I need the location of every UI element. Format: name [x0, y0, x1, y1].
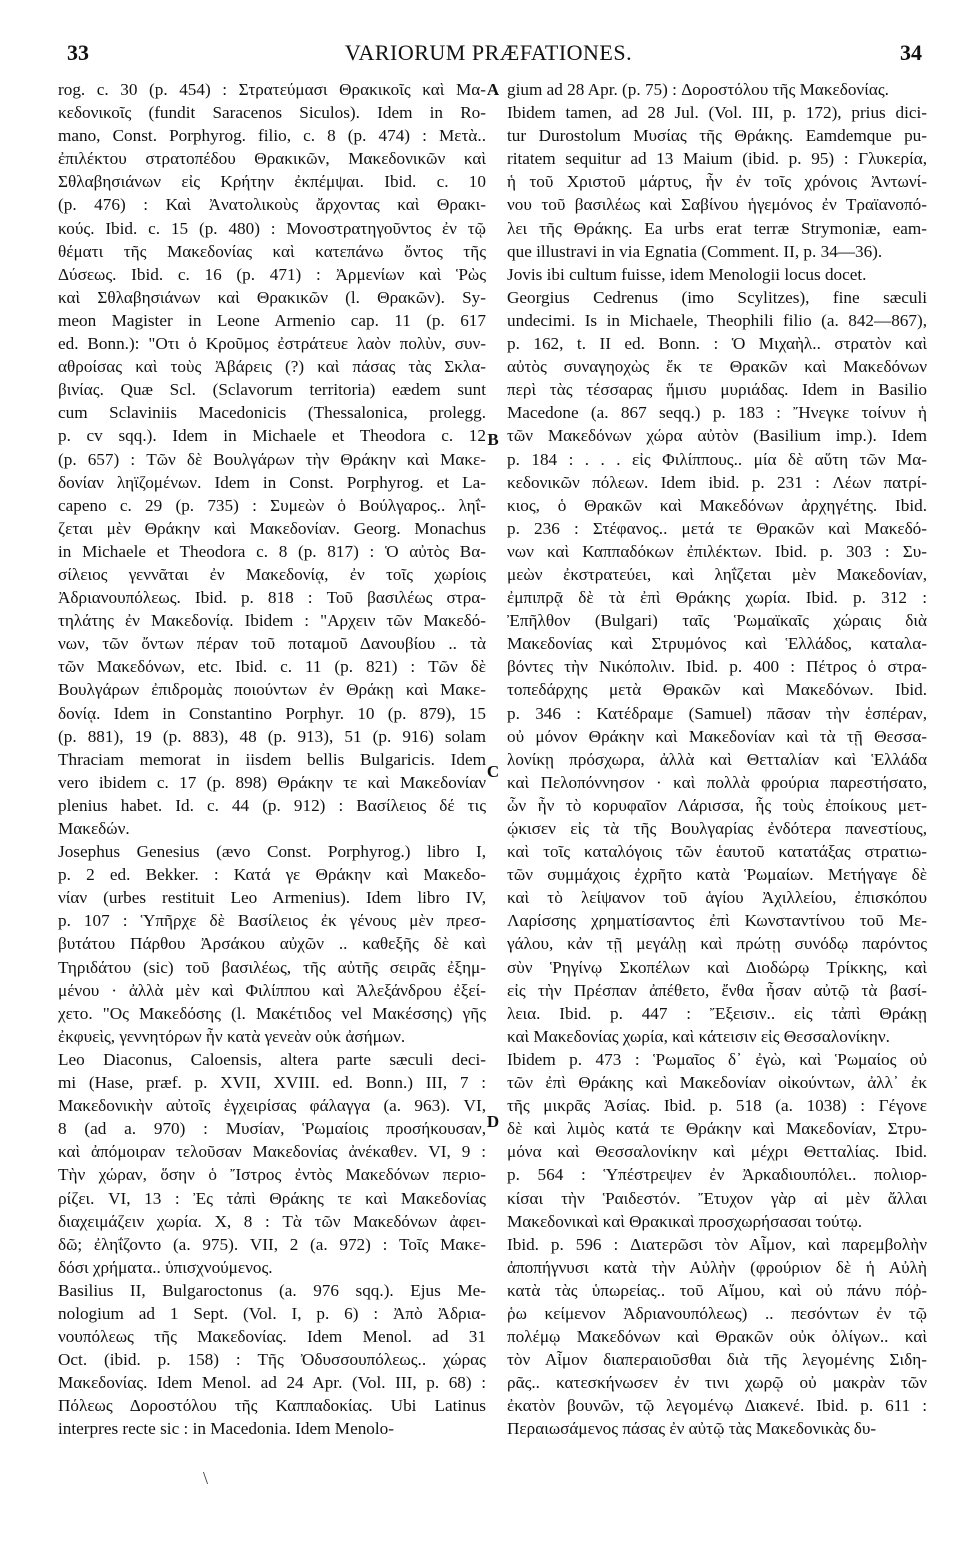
- text-line: p. 162, t. II ed. Bonn. : Ὁ Μιχαὴλ.. στρατὸν καὶ: [507, 334, 927, 354]
- text-line: Macedone (a. 867 seqq.) p. 183 : Ἤνεγκε τοίνυν ἡ: [507, 403, 927, 423]
- text-line: (p. 476) : Καὶ Ἀνατολικοὺς ἄρχοντας καὶ Θρακι-: [58, 195, 486, 215]
- text-line: p. 236 : Στέφανος.. μετά τε Θρακῶν καὶ Μακεδό-: [507, 518, 927, 538]
- text-line: καὶ ἀπόμοιραν τελοῦσαν Μακεδονίας ἀνέκαθεν. VI, 9 :: [58, 1142, 486, 1162]
- text-line: ζεται μὲν Θράκην καὶ Μακεδονίαν. Georg. Monachus: [58, 518, 486, 538]
- text-line: νων καὶ Καππαδόκων ἐπιλέκτων. Ibid. p. 303 : Συ-: [507, 541, 927, 561]
- text-line: ῴκισεν εἰς τὰ τῆς Βουλγαρίας ἐνδότερα πανεστίους,: [507, 819, 927, 838]
- page-number-left: 33: [67, 40, 89, 65]
- text-line: καὶ τὸ λείψανον τοῦ ἁγίου Ἀχιλλείου, ἐπισκόπου: [507, 888, 927, 908]
- text-line: (p. 657) : Τῶν δὲ Βουλγάρων τὴν Θράκην καὶ Μακε-: [58, 449, 486, 469]
- text-line: νου τοῦ βασιλέως καὶ Σαβίνου ἡγεμόνος ἐν Τραϊανοπό-: [507, 195, 927, 215]
- text-line: tur Durostolum Μυσίας τῆς Θράκης. Eamdemque pu-: [507, 126, 927, 146]
- text-line: Oct. (ibid. p. 158) : Τῆς Ὀδυσσουπόλεως.. χώρας: [58, 1350, 486, 1370]
- text-line: p. 564 : Ὑπέστρεψεν ἐν Ἀρκαδιουπόλει.. πολιορ-: [507, 1165, 927, 1185]
- text-line: εἰς τὴν Πρέσπαν ἀπέθετο, ἔνθα ἦσαν αὐτῷ τὰ βασί-: [507, 980, 927, 1000]
- text-line: Ἀδριανουπόλεως. Ibid. p. 818 : Τοῦ βασιλέως στρα-: [58, 588, 486, 608]
- text-line: λει τῆς Θράκης. Ea urbs erat terræ Strymoniæ, eam-: [507, 218, 927, 238]
- left-column: [58, 78, 486, 1441]
- text-line: Ibid. p. 596 : Διατερῶσι τὸν Αἶμον, καὶ παρεμβολὴν: [507, 1234, 927, 1254]
- text-line: Δύσεως. Ibid. c. 16 (p. 471) : Ἀρμενίων καὶ Ῥὼς: [58, 264, 486, 284]
- text-line: βόντες τὴν Νικόπολιν. Ibid. p. 400 : Πέτρος ὁ στρα-: [507, 657, 927, 677]
- section-marker-a: A: [486, 80, 500, 99]
- text-line: gium ad 28 Apr. (p. 75) : Δοροστόλου τῆς Μακεδονίας.: [507, 80, 889, 99]
- text-line: mano, Const. Porphyrog. filio, c. 8 (p. 474) : Μετὰ..: [58, 126, 486, 146]
- text-line: Ibidem p. 473 : Ῥωμαῖος δ᾽ ἐγὼ, καὶ Ῥωμαίος οὐ: [507, 1049, 927, 1069]
- text-line: δῶ; ἐληΐζοντο (a. 975). VII, 2 (a. 972) : Τοῖς Μακε-: [58, 1234, 486, 1254]
- text-line: δὲ καὶ λιμὸς κατά τε Θράκην καὶ Μακεδονίαν, Στρυ-: [507, 1119, 927, 1139]
- text-line: ἐπιλέκτου στρατοπέδου Θρακικῶν, Μακεδονικῶν καὶ: [58, 149, 486, 169]
- text-line: Λαρίσσης χρηματίσαντος ἐπὶ Κωνσταντίνου τοῦ Με-: [507, 911, 927, 931]
- text-line: δονίαν ληϊζομένων. Idem in Const. Porphyrog. et La-: [58, 472, 486, 492]
- text-line: κεδονικοῖς (fundit Saracenos Siculos). Idem in Ro-: [58, 103, 486, 123]
- text-line: rog. c. 30 (p. 454) : Στρατεύμασι Θρακικοῖς καὶ Μα-: [58, 80, 486, 99]
- text-line: κιος, ὁ Θρακῶν καὶ Μακεδόνων ἀρχηγέτης. Ibid.: [507, 495, 927, 515]
- text-line: p. cv sqq.). Idem in Michaele et Theodora c. 12: [58, 426, 486, 446]
- text-line: Περαιωσάμενος πάσας ἐν αὐτῷ τὰς Μακεδονικὰς δυ-: [507, 1419, 877, 1439]
- text-line: καὶ Μακεδονίας χωρία, καὶ κάτεισιν εἰς Θεσσαλονίκην.: [507, 1026, 890, 1046]
- text-line: mi (Hase, præf. p. XVII, XVIII. ed. Bonn.) III, 7 :: [58, 1073, 486, 1093]
- text-line: ἐμπιπρᾷ δὲ τὰ ἐπὶ Θράκης χωρία. Ibid. p. 312 :: [507, 588, 927, 608]
- text-line: ἐκατὸν βουνῶν, τῷ λεγομένῳ Διακενέ. Ibid. p. 611 :: [507, 1396, 927, 1416]
- text-line: τῶν ἐπὶ Θράκης καὶ Μακεδονίαν οἰκούντων, ἀλλ᾽ ἐκ: [507, 1073, 927, 1093]
- text-line: δόσι χρήματα.. ὑπισχνούμενος.: [58, 1257, 273, 1277]
- text-line: in Michaele et Theodora c. 8 (p. 817) : Ὁ αὐτὸς Βα-: [58, 541, 486, 561]
- text-line: κεδονικῶν πόλεων. Idem ibid. p. 231 : Λέων πατρί-: [507, 472, 927, 492]
- text-line: πολέμῳ Μακεδόνων καὶ Θρακῶν οὐκ ὀλίγων.. καὶ: [507, 1327, 927, 1347]
- text-line: p. 107 : Ὑπῆρχε δὲ Βασίλειος ἐκ γένους μὲν πρεσ-: [58, 911, 486, 931]
- text-line: ἡ τοῦ Χριστοῦ μάρτυς, ἦν ἐν τοῖς χρόνοις Ἀντωνί-: [507, 172, 927, 192]
- text-line: δονίᾳ. Idem in Constantino Porphyr. 10 (p. 879), 15: [58, 703, 486, 723]
- text-line: 8 (ad a. 970) : Μυσίαν, Ῥωμαίοις προσήκουσαν,: [58, 1119, 486, 1139]
- text-line: (p. 881), 19 (p. 883), 48 (p. 913), 51 (p. 916) solam: [58, 726, 486, 746]
- running-title: VARIORUM PRÆFATIONES.: [344, 40, 633, 65]
- text-line: ἀποπήγνυσι κατὰ τὴν Αὐλὴν (φρούριον δὲ ἡ Αὐλὴ: [507, 1257, 927, 1277]
- text-line: que illustravi in via Egnatia (Comment. II, p. 34—36).: [507, 241, 883, 261]
- text-line: ῥω κείμενον Ἀδριανουπόλεως) .. πεσόντων ἐν τῷ: [507, 1303, 927, 1323]
- text-line: Thraciam memorat in iisdem bellis Bulgaricis. Idem: [58, 749, 486, 769]
- text-line: καὶ Σθλαβησιάνων καὶ Θρακικῶν (l. Θρακῶν). Sy-: [58, 287, 486, 307]
- text-line: Μακεδών.: [58, 819, 130, 838]
- text-line: p. 184 : . . . εἰς Φιλίππους.. μία δὲ αὕτη τῶν Μα-: [507, 449, 927, 469]
- stray-mark: \: [203, 1468, 209, 1488]
- text-line: διαχειμάζειν χωρία. X, 8 : Τὰ τῶν Μακεδόνων ἀφει-: [58, 1211, 486, 1231]
- text-line: σίλειος γεννᾶται ἐν Μακεδονίᾳ, ἐν τοῖς χωρίοις: [58, 564, 486, 584]
- text-line: Βουλγάρων ἐπιδρομὰς ποιούντων ἐν Θράκῃ καὶ Μακε-: [58, 680, 486, 700]
- text-line: Josephus Genesius (ævo Const. Porphyrog.) libro I,: [58, 842, 486, 862]
- text-line: ed. Bonn.): "Οτι ὁ Κροῦμος ἐστράτευε λαὸν πολὺν, συν-: [58, 334, 486, 354]
- section-marker-d: D: [486, 1112, 500, 1131]
- text-line: ρᾶς.. κατεσκήνωσεν ἐν τινι χωρῷ οὐ μακρὰν τῶν: [507, 1373, 927, 1393]
- text-line: οὐ μόνον Θράκην καὶ Μακεδονίαν καὶ τὰ τῇ Θεσσα-: [507, 726, 927, 746]
- text-line: Μακεδονίας. Idem Menol. ad 24 Apr. (Vol. III, p. 68) :: [58, 1373, 486, 1393]
- text-line: nologium ad 1 Sept. (Vol. I, p. 6) : Ἀπὸ Ἀδρια-: [58, 1303, 486, 1323]
- text-line: καὶ τοῖς καταλόγοις τῶν ἑαυτοῦ κατατάξας στρατιω-: [507, 842, 927, 862]
- page-header: [55, 40, 922, 70]
- text-line: λονίκῃ πρόσχωρα, ἀλλὰ καὶ Θετταλίαν καὶ Ἑλλάδα: [507, 749, 927, 769]
- text-line: Τὴν χώραν, ὅσην ὁ Ἴστρος ἐντὸς Μακεδόνων περιο-: [58, 1165, 486, 1185]
- text-line: βινίας. Quæ Scl. (Sclavorum territoria) eædem sunt: [58, 380, 486, 400]
- text-line: χετο. "Ος Μακεδόσης (l. Μακέτιδος vel Μακέσσης) γῆς: [58, 1003, 486, 1023]
- text-line: τῆς μικρᾶς Ἀσίας. Ibid. p. 518 (a. 1038) : Γέγονε: [507, 1096, 927, 1116]
- text-line: τοπεδάρχης μετὰ Θρακῶν καὶ Μακεδόνων. Ibid.: [507, 680, 927, 700]
- text-line: τῶν Μακεδόνων χώρα αὐτὸν (Basilium imp.). Idem: [507, 426, 927, 446]
- text-line: vero ibidem c. 17 (p. 898) Θράκην τε καὶ Μακεδονίαν: [58, 772, 486, 792]
- text-line: undecimi. Is in Michaele, Theophili filio (a. 842—867),: [507, 310, 927, 330]
- section-marker-c: C: [486, 762, 500, 781]
- text-line: κίσαι τὴν Ῥαιδεστόν. Ἔτυχον γὰρ αἱ μὲν ἄλλαι: [507, 1188, 927, 1208]
- text-line: Basilius II, Bulgaroctonus (a. 976 sqq.). Ejus Me-: [58, 1280, 486, 1300]
- text-line: θέματι τῆς Μακεδονίας καὶ κατεπάνω ὄντος τῆς: [58, 241, 486, 261]
- text-line: Leo Diaconus, Caloensis, altera parte sæculi deci-: [58, 1049, 486, 1069]
- text-line: τῶν συμμάχοις ἐχρῆτο κατὰ Ῥωμαίων. Μετήγαγε δὲ: [507, 865, 927, 885]
- text-line: capeno c. 29 (p. 735) : Συμεὼν ὁ Βούλγαρος.. ληΐ-: [58, 495, 486, 515]
- text-line: μόνα καὶ Θεσσαλονίκην καὶ μέχρι Θετταλίας. Ibid.: [507, 1142, 927, 1162]
- text-line: τηλάτης ἐν Μακεδονίᾳ. Ibidem : "Αρχειν τῶν Μακεδό-: [58, 611, 486, 631]
- text-line: Πόλεως Δοροστόλου τῆς Καππαδοκίας. Ubi Latinus: [58, 1396, 486, 1416]
- text-line: κατὰ τὰς ὑπωρείας.. τοῦ Αἴμου, καὶ οὐ πάνυ πόῤ-: [507, 1280, 927, 1300]
- text-line: cum Sclaviniis Macedonicis (Thessalonica, prolegg.: [58, 403, 486, 423]
- text-line: Μακεδονικαὶ καὶ Θρακικαὶ προσχωρήσασαι τούτῳ.: [507, 1211, 863, 1231]
- text-line: αὐτὸς συναγηοχὼς ἔκ τε Θρακῶν καὶ Μακεδόνων: [507, 357, 927, 377]
- text-line: plenius habet. Id. c. 44 (p. 912) : Βασίλειος δέ τις: [58, 795, 486, 815]
- text-line: σὺν Ῥηγίνῳ Σκοπέλων καὶ Διοδώρῳ Τρίκκης, καὶ: [507, 957, 927, 977]
- text-line: νων, τῶν ὄντων πέραν τοῦ ποταμοῦ Δανουβίου .. τὰ: [58, 634, 486, 654]
- text-line: Μακεδονικὴν αὐτοῖς ἐγχειρίσας φάλαγγα (a. 963). VI,: [58, 1096, 486, 1116]
- text-line: interpres recte sic : in Macedonia. Idem Menolo-: [58, 1419, 394, 1439]
- text-line: λεια. Ibid. p. 447 : Ἔξεισιν.. εἰς τἀπὶ Θράκῃ: [507, 1003, 927, 1023]
- text-line: Σθλαβησιάνων εἰς Κρήτην ἐκπέμψαι. Ibid. c. 10: [58, 172, 486, 192]
- text-line: περὶ τὰς τέσσαρας ἥμισυ μυριάδας. Idem in Basilio: [507, 380, 927, 400]
- text-line: ὧν ἦν τὸ κορυφαῖον Λάρισσα, ἧς τοὺς ἐποίκους μετ-: [507, 795, 927, 815]
- text-line: νίαν (urbes restituit Leo Armenius). Idem libro IV,: [58, 888, 486, 908]
- text-line: τῶν Μακεδόνων, etc. Ibid. c. 11 (p. 821) : Τῶν δὲ: [58, 657, 486, 677]
- text-line: Georgius Cedrenus (imo Scylitzes), fine sæculi: [507, 287, 927, 307]
- text-line: μένου · ἀλλὰ μὲν καὶ Φιλίππου καὶ Ἀλεξάνδρου ἐξεί-: [58, 980, 486, 1000]
- text-line: Ἐπῆλθον (Bulgari) ταῖς Ῥωμαϊκαῖς χώραις διὰ: [507, 611, 927, 631]
- page-number-right: 34: [900, 40, 922, 65]
- text-line: ἐκφυεὶς, γεννητόρων ἦν κατὰ γενεὰν οὐκ ἀσήμων.: [58, 1026, 406, 1046]
- text-line: τὸν Αἶμον διαπεραιοῦσθαι διὰ τῆς λεγομένης Σιδη-: [507, 1350, 927, 1370]
- text-line: Jovis ibi cultum fuisse, idem Menologii locus docet.: [507, 264, 867, 284]
- text-line: p. 2 ed. Bekker. : Κατά γε Θράκην καὶ Μακεδο-: [58, 865, 486, 885]
- text-line: καὶ Πελοπόννησον · καὶ πολλὰ φρούρια παρεστήσατο,: [507, 772, 927, 792]
- text-line: Τηριδάτου (sic) τοῦ βασιλέως, τῆς αὐτῆς σειρᾶς ἐξημ-: [58, 957, 486, 977]
- text-line: ρίζει. VI, 13 : Ἐς τἀπὶ Θράκης τε καὶ Μακεδονίας: [58, 1188, 486, 1208]
- text-line: p. 346 : Κατέδραμε (Samuel) πᾶσαν τὴν ἑσπέραν,: [507, 703, 927, 723]
- text-line: βυτάτου Πάρθου Ἀρσάκου αὐχῶν .. καθεξῆς δὲ καὶ: [58, 934, 486, 954]
- text-line: μεὼν ἐκστρατεύει, καὶ ληΐζεται μὲν Μακεδονίαν,: [507, 564, 927, 584]
- right-column: [507, 78, 927, 1441]
- text-line: Ibidem tamen, ad 28 Jul. (Vol. III, p. 172), prius dici-: [507, 103, 927, 123]
- text-line: γάλου, κἀν τῇ μεγάλῃ καὶ πρώτῃ συνόδῳ παρόντος: [507, 934, 927, 954]
- text-line: αθροίσας καὶ τοὺς Ἀβάρεις (?) καὶ πάσας τὰς Σκλα-: [58, 357, 486, 377]
- text-line: ritatem sequitur ad 13 Maium (ibid. p. 95) : Γλυκερία,: [507, 149, 927, 169]
- text-line: νουπόλεως τῆς Μακεδονίας. Idem Menol. ad 31: [58, 1327, 486, 1347]
- section-marker-b: B: [487, 430, 499, 449]
- text-line: κούς. Ibid. c. 15 (p. 480) : Μονοστρατηγοῦντος ἐν τῷ: [58, 218, 486, 238]
- text-line: Μακεδονίας καὶ Στρυμόνος καὶ Ἑλλάδος, καταλα-: [507, 634, 927, 654]
- text-line: meon Magister in Leone Armenio cap. 11 (p. 617: [58, 310, 486, 330]
